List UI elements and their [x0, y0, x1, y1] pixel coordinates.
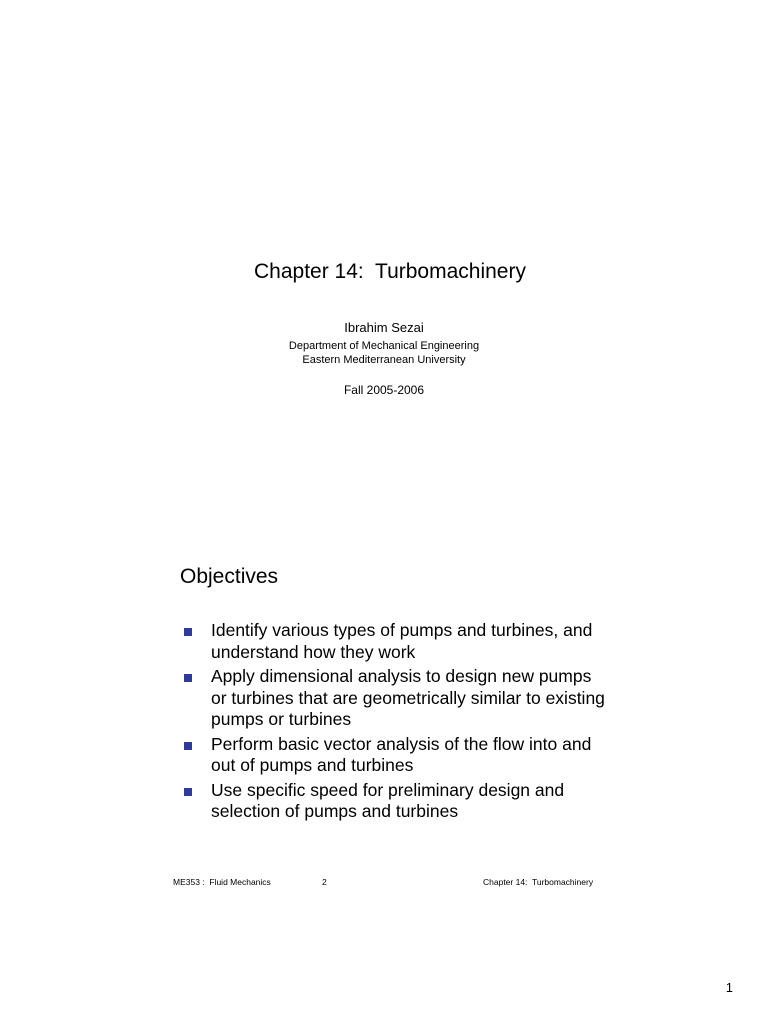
objective-text: Identify various types of pumps and turbines, and understand how they work	[211, 620, 593, 662]
footer-slide-number: 2	[322, 877, 327, 887]
footer-course: ME353 : Fluid Mechanics	[173, 877, 271, 887]
objective-item	[180, 780, 610, 823]
term: Fall 2005-2006	[343, 383, 425, 397]
objectives-heading: Objectives	[180, 565, 279, 588]
university: Eastern Mediterranean University	[302, 354, 466, 366]
objective-text: Perform basic vector analysis of the flow into and out of pumps and turbines	[211, 733, 592, 775]
objective-item	[180, 734, 610, 777]
objective-item	[180, 666, 610, 731]
objective-item	[180, 620, 610, 663]
footer-chapter: Chapter 14: Turbomachinery	[483, 877, 594, 887]
chapter-title: Chapter 14: Turbomachinery	[254, 260, 526, 283]
objective-text: Apply dimensional analysis to design new pumps or turbines that are geometrically similar to existing pumps or turbines	[211, 666, 605, 729]
square-bullet-icon	[184, 742, 192, 750]
square-bullet-icon	[184, 628, 192, 636]
department: Department of Mechanical Engineering	[288, 340, 480, 352]
objectives-list	[180, 620, 610, 826]
page-number: 1	[725, 980, 733, 995]
square-bullet-icon	[184, 674, 192, 682]
author-name: Ibrahim Sezai	[344, 320, 424, 335]
square-bullet-icon	[184, 788, 192, 796]
objective-text: Use specific speed for preliminary design and selection of pumps and turbines	[211, 779, 565, 821]
objectives-slide	[0, 520, 768, 900]
